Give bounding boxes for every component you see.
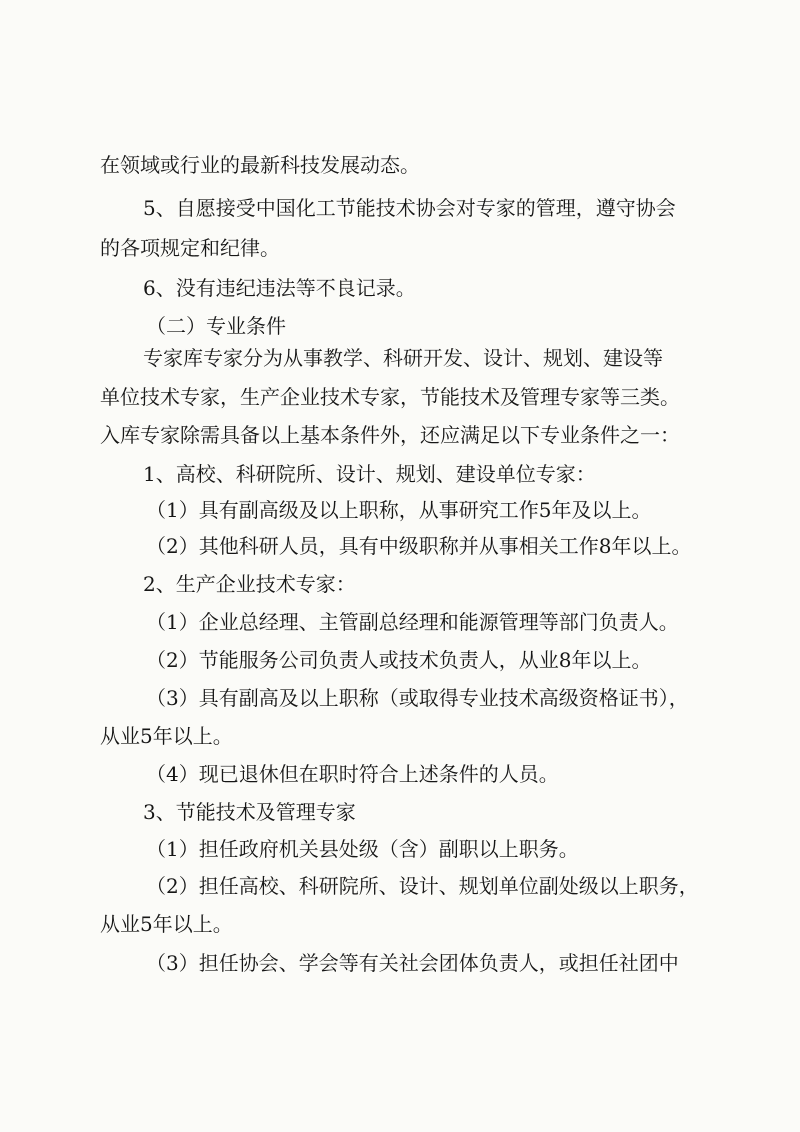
text-line-21: 从业5年以上。 (100, 912, 233, 936)
text-line-6: 专家库专家分为从事教学、科研开发、设计、规划、建设等 (143, 346, 663, 370)
text-line-3: 的各项规定和纪律。 (100, 236, 280, 260)
text-line-15: （3）具有副高及以上职称（或取得专业技术高级资格证书）， (146, 686, 689, 710)
text-line-7: 单位技术专家，生产企业技术专家，节能技术及管理专家等三类。 (100, 385, 680, 409)
text-line-1: 在领域或行业的最新科技发展动态。 (100, 153, 420, 177)
text-line-10: （1）具有副高级及以上职称，从事研究工作5年及以上。 (146, 498, 652, 522)
text-line-4: 6、没有违纪违法等不良记录。 (143, 276, 416, 300)
text-line-8: 入库专家除需具备以上基本条件外，还应满足以下专业条件之一： (100, 423, 680, 447)
text-line-13: （1）企业总经理、主管副总经理和能源管理等部门负责人。 (146, 610, 679, 634)
text-line-9: 1、高校、科研院所、设计、规划、建设单位专家： (143, 462, 596, 486)
text-line-14: （2）节能服务公司负责人或技术负责人，从业8年以上。 (146, 648, 652, 672)
text-line-2: 5、自愿接受中国化工节能技术协会对专家的管理，遵守协会 (143, 196, 676, 220)
text-line-17: （4）现已退休但在职时符合上述条件的人员。 (146, 762, 559, 786)
text-line-22: （3）担任协会、学会等有关社会团体负责人，或担任社团中 (146, 951, 679, 975)
text-line-18: 3、节能技术及管理专家 (143, 800, 356, 824)
text-line-19: （1）担任政府机关县处级（含）副职以上职务。 (146, 837, 579, 861)
text-line-11: （2）其他科研人员，具有中级职称并从事相关工作8年以上。 (146, 534, 692, 558)
text-line-16: 从业5年以上。 (100, 724, 233, 748)
section-heading: （二）专业条件 (146, 314, 286, 338)
text-line-12: 2、生产企业技术专家： (143, 572, 356, 596)
text-line-20: （2）担任高校、科研院所、设计、规划单位副处级以上职务， (146, 874, 699, 898)
